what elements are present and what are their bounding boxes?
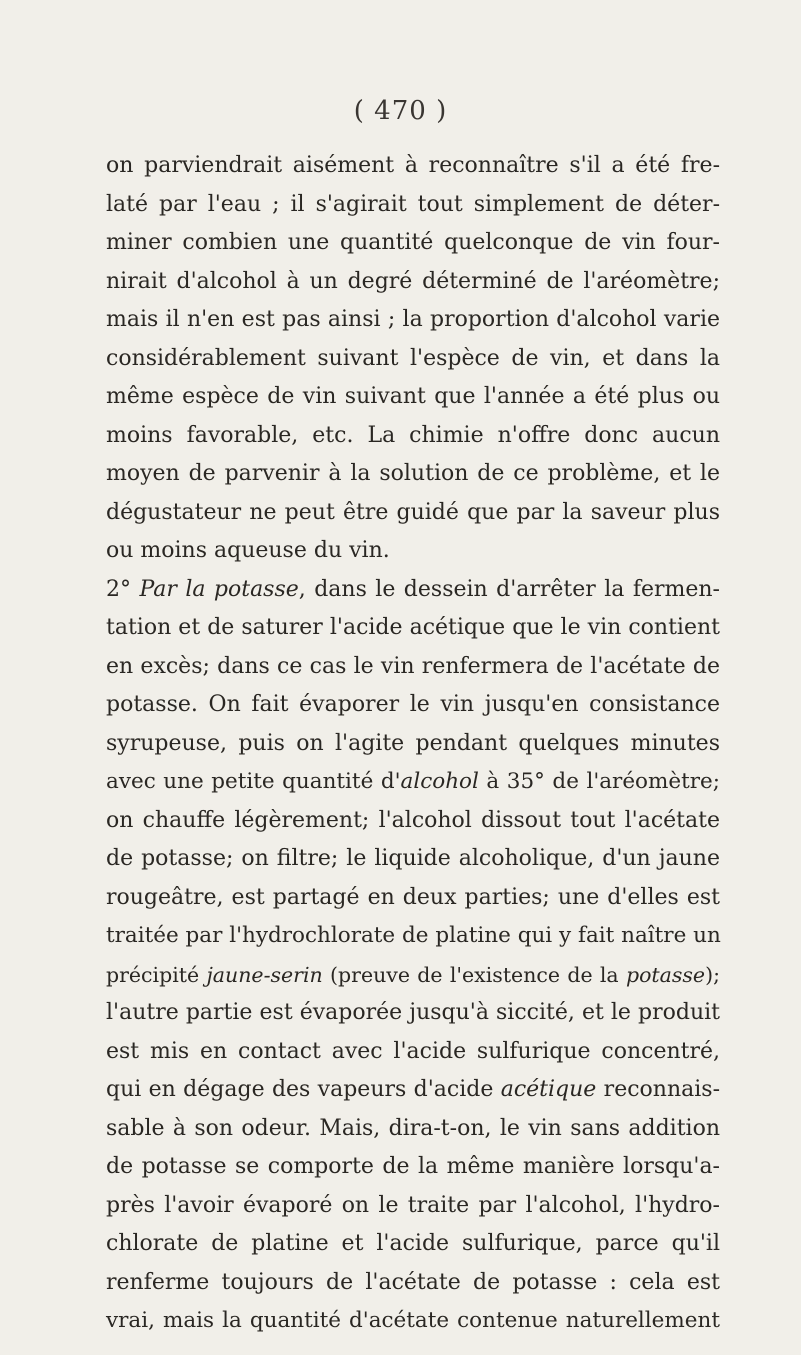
text-line bbox=[106, 917, 720, 956]
text-line bbox=[106, 1302, 720, 1341]
text-segment: qui en dégage des vapeurs d'acide bbox=[106, 1077, 501, 1102]
italic-text: acétique bbox=[500, 1077, 597, 1102]
text-segment: ); bbox=[705, 962, 720, 987]
text-segment: est mis en contact avec l'acide sulfurique concentré, bbox=[106, 1038, 720, 1064]
text-line bbox=[106, 840, 720, 879]
text-segment: moyen de parvenir à la solution de ce problème, et le bbox=[106, 461, 720, 486]
text-segment: tation et de saturer l'acide acétique que le vin contient bbox=[106, 615, 720, 640]
text-line bbox=[106, 1148, 720, 1187]
text-segment: en excès; dans ce cas le vin renfermera de l'acétate de bbox=[106, 653, 720, 679]
text-line bbox=[106, 494, 720, 533]
text-line bbox=[106, 301, 720, 340]
text-line bbox=[106, 1110, 720, 1149]
text-segment: potasse. On fait évaporer le vin jusqu'en consistance bbox=[106, 692, 720, 717]
text-line bbox=[106, 879, 720, 918]
text-line bbox=[106, 686, 720, 725]
text-segment: (preuve de l'existence de la bbox=[322, 962, 626, 987]
text-segment: rougeâtre, est partagé en deux parties; une d'elles est bbox=[106, 884, 720, 910]
text-segment: l'autre partie est évaporée jusqu'à siccité, et le produit bbox=[106, 1000, 720, 1025]
text-line bbox=[106, 571, 720, 610]
text-segment: on chauffe légèrement; l'alcohol dissout tout l'acétate bbox=[106, 807, 720, 833]
text-segment: mais il n'en est pas ainsi ; la proportion d'alcohol varie bbox=[106, 307, 720, 332]
text-segment: près l'avoir évaporé on le traite par l'alcohol, l'hydro- bbox=[106, 1192, 720, 1218]
italic-text: jaune-serin bbox=[206, 962, 323, 987]
italic-text: alcohol bbox=[400, 769, 479, 794]
text-segment: avec une petite quantité d' bbox=[106, 769, 401, 794]
text-line bbox=[106, 532, 720, 571]
text-line bbox=[106, 1187, 720, 1226]
text-line bbox=[106, 417, 720, 456]
text-line bbox=[106, 956, 720, 995]
text-segment: miner combien une quantité quelconque de vin four- bbox=[106, 230, 720, 255]
text-line bbox=[106, 455, 720, 494]
text-segment: 2° bbox=[106, 576, 140, 602]
text-line bbox=[106, 147, 720, 186]
text-segment: nirait d'alcohol à un degré déterminé de l'aréomètre; bbox=[106, 268, 720, 294]
text-line bbox=[106, 725, 720, 764]
text-line bbox=[106, 609, 720, 648]
text-segment: , dans le dessein d'arrêter la fermen- bbox=[298, 576, 720, 602]
body-text bbox=[106, 147, 720, 1341]
text-line bbox=[106, 224, 720, 263]
text-segment: laté par l'eau ; il s'agirait tout simplement de déter- bbox=[106, 191, 720, 217]
text-segment: traitée par l'hydrochlorate de platine qui y fait naître un bbox=[106, 923, 721, 948]
text-segment: on parviendrait aisément à reconnaître s'il a été fre- bbox=[106, 153, 720, 178]
text-segment: précipité bbox=[106, 962, 207, 987]
text-segment: à 35° de l'aréomètre; bbox=[478, 769, 720, 794]
text-line bbox=[106, 1264, 720, 1303]
text-line bbox=[106, 263, 720, 302]
text-segment: reconnais- bbox=[596, 1077, 720, 1102]
text-line bbox=[106, 802, 720, 841]
text-segment: syrupeuse, puis on l'agite pendant quelques minutes bbox=[106, 730, 720, 756]
italic-text: potasse bbox=[625, 962, 706, 987]
text-line bbox=[106, 763, 720, 802]
text-segment: même espèce de vin suivant que l'année a été plus ou bbox=[106, 384, 720, 409]
page-number: ( 470 ) bbox=[353, 96, 448, 126]
text-segment: de potasse se comporte de la même manière lorsqu'a- bbox=[106, 1154, 720, 1179]
text-segment: sable à son odeur. Mais, dira-t-on, le vin sans addition bbox=[106, 1115, 720, 1141]
text-line bbox=[106, 994, 720, 1033]
text-line bbox=[106, 1225, 720, 1264]
text-segment: renferme toujours de l'acétate de potasse : cela est bbox=[106, 1269, 720, 1295]
text-segment: vrai, mais la quantité d'acétate contenue naturellement bbox=[106, 1308, 720, 1333]
text-segment: considérablement suivant l'espèce de vin, et dans la bbox=[106, 345, 720, 371]
text-segment: dégustateur ne peut être guidé que par la saveur plus bbox=[106, 499, 720, 525]
italic-text: Par la potasse bbox=[139, 576, 299, 602]
text-segment: de potasse; on filtre; le liquide alcoholique, d'un jaune bbox=[106, 846, 720, 871]
text-line bbox=[106, 648, 720, 687]
text-segment: moins favorable, etc. La chimie n'offre donc aucun bbox=[106, 422, 720, 448]
text-line bbox=[106, 1033, 720, 1072]
text-segment: ou moins aqueuse du vin. bbox=[106, 538, 390, 563]
text-line bbox=[106, 1071, 720, 1110]
text-segment: chlorate de platine et l'acide sulfurique, parce qu'il bbox=[106, 1231, 720, 1256]
text-line bbox=[106, 340, 720, 379]
text-line bbox=[106, 186, 720, 225]
text-line bbox=[106, 378, 720, 417]
